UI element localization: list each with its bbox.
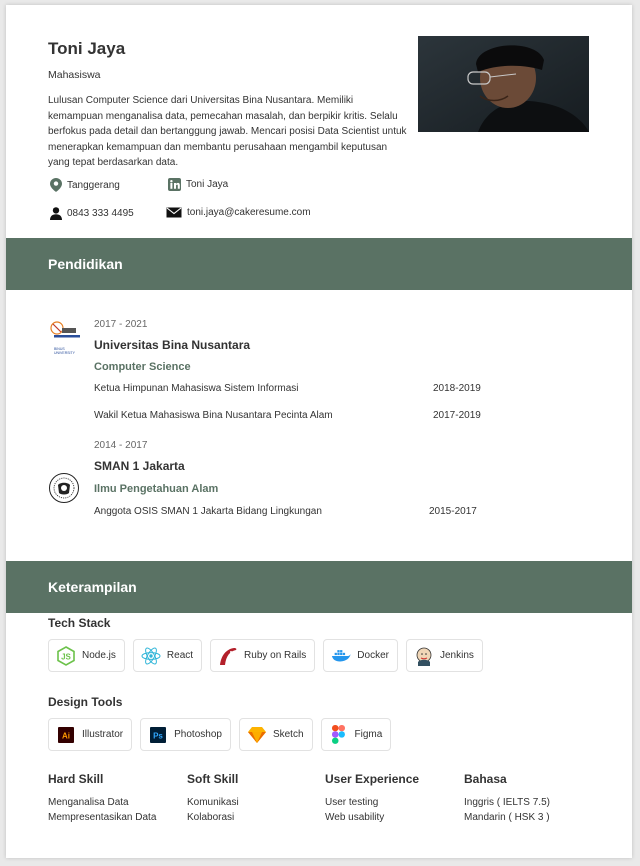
activity-years: 2017-2019	[433, 410, 481, 421]
linkedin-icon	[168, 178, 181, 191]
nodejs-icon	[56, 646, 76, 666]
skill-column-hard: Hard Skill Menganalisa Data Mempresentasikan Data	[48, 772, 178, 825]
user-icon	[50, 207, 62, 220]
contact-email-text[interactable]: toni.jaya@cakeresume.com	[187, 207, 311, 218]
contact-linkedin-text[interactable]: Toni Jaya	[186, 179, 229, 190]
skill-item: Komunikasi	[187, 797, 239, 808]
skill-chip-photoshop: Ps Photoshop	[140, 718, 231, 751]
rails-icon	[218, 646, 238, 666]
binus-logo-text: BINUS UNIVERSITY	[54, 347, 76, 355]
skills-section-header	[6, 561, 632, 613]
education-school: Universitas Bina Nusantara	[94, 338, 251, 352]
education-major: Computer Science	[94, 361, 191, 373]
skill-item: Mempresentasikan Data	[48, 812, 157, 823]
skill-item: Kolaborasi	[187, 812, 235, 823]
skill-chip-docker: Docker	[323, 639, 398, 672]
illustrator-icon	[56, 725, 76, 745]
profile-photo	[418, 36, 589, 132]
activity-years: 2018-2019	[433, 383, 481, 394]
education-heading: Pendidikan	[48, 256, 123, 272]
skills-heading: Keterampilan	[48, 579, 137, 595]
skill-column-ux: User Experience User testing Web usability	[325, 772, 455, 825]
docker-icon	[331, 646, 351, 666]
contact-email[interactable]	[166, 207, 311, 218]
resume-page	[6, 5, 632, 858]
skill-chip-figma: Figma	[321, 718, 392, 751]
location-pin-icon	[50, 178, 62, 192]
jenkins-icon	[414, 646, 434, 666]
skill-item: Mandarin ( HSK 3 )	[464, 812, 550, 823]
contact-phone	[50, 207, 134, 220]
skill-column-language: Bahasa Inggris ( IELTS 7.5) Mandarin ( HSK 3 )	[464, 772, 594, 825]
contact-linkedin[interactable]	[168, 178, 228, 191]
binus-logo	[48, 318, 82, 355]
svg-text:Ai: Ai	[62, 731, 70, 740]
photoshop-icon	[148, 725, 168, 745]
skill-chip-jenkins: Jenkins	[406, 639, 483, 672]
education-years: 2017 - 2021	[94, 319, 148, 330]
figma-icon	[329, 725, 349, 745]
profile-name: Toni Jaya	[48, 39, 126, 58]
activity-title: Ketua Himpunan Mahasiswa Sistem Informasi	[94, 383, 299, 394]
skill-chip-sketch: Sketch	[239, 718, 313, 751]
svg-text:JS: JS	[61, 652, 71, 661]
mail-icon	[166, 207, 182, 218]
education-years: 2014 - 2017	[94, 440, 148, 451]
sketch-icon	[247, 725, 267, 745]
education-section-header	[6, 238, 632, 290]
skill-item: Inggris ( IELTS 7.5)	[464, 797, 550, 808]
education-major: Ilmu Pengetahuan Alam	[94, 483, 219, 495]
tech-stack-title: Tech Stack	[48, 616, 111, 630]
design-tools-list	[48, 718, 391, 751]
activity-title: Wakil Ketua Mahasiswa Bina Nusantara Pecinta Alam	[94, 410, 333, 421]
skill-chip-nodejs: JS Node.js	[48, 639, 125, 672]
skill-item: User testing	[325, 797, 379, 808]
skill-column-soft: Soft Skill Komunikasi Kolaborasi	[187, 772, 317, 825]
activity-years: 2015-2017	[429, 506, 477, 517]
sman1-logo	[48, 472, 82, 506]
skill-item: Menganalisa Data	[48, 797, 129, 808]
skill-chip-react: React	[133, 639, 202, 672]
profile-role: Mahasiswa	[48, 69, 101, 81]
contact-phone-text: 0843 333 4495	[67, 208, 134, 219]
skill-chip-illustrator: Ai Illustrator	[48, 718, 132, 751]
profile-summary: Lulusan Computer Science dari Universitas Bina Nusantara. Memiliki kemampuan menganalisa data, pemecahan masalah, dan berpikir kritis. Selalu berfokus pada detail dan bertanggung jawab. Mencari posisi Data Scientist untuk menerapkan kemampuan dan membantu perusahaan mengambil keputusan yang tepat berdasarkan data.	[48, 95, 407, 169]
education-school: SMAN 1 Jakarta	[94, 459, 185, 473]
contact-location-text: Tanggerang	[67, 179, 120, 191]
tech-stack-list	[48, 639, 483, 672]
design-tools-title: Design Tools	[48, 695, 123, 709]
svg-text:Ps: Ps	[153, 731, 164, 740]
react-icon	[141, 646, 161, 666]
skill-chip-rails: Ruby on Rails	[210, 639, 315, 672]
activity-title: Anggota OSIS SMAN 1 Jakarta Bidang Lingkungan	[94, 506, 322, 517]
contact-location	[50, 178, 120, 192]
skill-item: Web usability	[325, 812, 385, 823]
